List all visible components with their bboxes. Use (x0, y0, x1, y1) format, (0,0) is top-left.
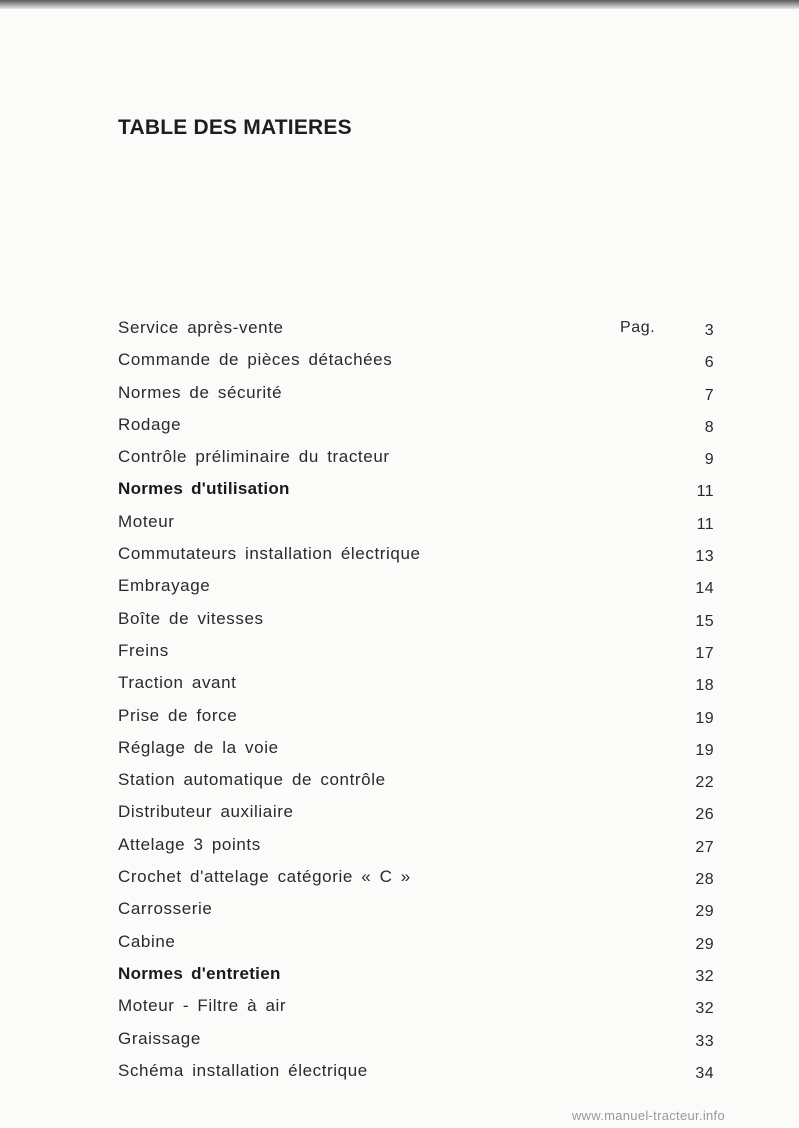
toc-entry-label: Attelage 3 points (118, 834, 261, 854)
toc-entry (118, 538, 716, 570)
toc-entry-label: Rodage (118, 414, 182, 434)
page-top-edge (0, 0, 799, 9)
toc-entry-page: 29 (695, 935, 714, 953)
toc-entry-page: 14 (695, 580, 714, 598)
toc-entry-page: 32 (695, 967, 714, 985)
toc-entry-label: Traction avant (118, 673, 237, 693)
toc-entry-page: 26 (695, 806, 714, 824)
table-of-contents (118, 312, 716, 1087)
toc-entry-page: 27 (695, 838, 714, 856)
toc-entry (118, 796, 716, 828)
toc-entry-page: 32 (695, 1000, 714, 1018)
toc-entry-page: 33 (695, 1032, 714, 1050)
toc-entry-page: 28 (695, 871, 714, 889)
toc-entry-label: Normes d'utilisation (118, 479, 290, 499)
toc-entry-label: Freins (118, 640, 169, 660)
toc-entry-page: 11 (696, 483, 714, 501)
toc-entry-page: 13 (695, 548, 714, 566)
page-title: TABLE DES MATIERES (118, 116, 352, 139)
toc-entry-label: Service après-vente (118, 318, 284, 337)
toc-entry (118, 700, 716, 732)
toc-entry (118, 570, 716, 602)
toc-entry (118, 377, 716, 409)
toc-entry (118, 312, 716, 344)
toc-entry-page: 19 (695, 709, 714, 727)
toc-entry (118, 764, 716, 796)
toc-entry (118, 861, 716, 893)
toc-entry-label: Prise de force (118, 705, 238, 725)
toc-pag-label: Pag. (620, 319, 656, 336)
toc-entry-page: 18 (695, 677, 714, 695)
toc-entry (118, 893, 716, 925)
toc-entry-label: Crochet d'attelage catégorie « C » (118, 867, 411, 887)
toc-entry-label: Commande de pièces détachées (118, 350, 393, 370)
toc-entry-label: Carrosserie (118, 899, 213, 919)
toc-entry-label: Normes de sécurité (118, 382, 283, 402)
toc-entry-label: Schéma installation électrique (118, 1060, 368, 1080)
toc-entry-page: 19 (695, 741, 714, 759)
toc-entry (118, 990, 716, 1022)
toc-entry-page: 9 (704, 451, 714, 469)
toc-entry-page: 8 (704, 418, 714, 436)
toc-entry-label: Normes d'entretien (118, 963, 281, 983)
toc-entry (118, 344, 716, 376)
toc-section-heading (118, 958, 716, 990)
toc-entry-label: Commutateurs installation électrique (118, 544, 421, 564)
toc-entry-label: Cabine (118, 931, 176, 951)
toc-entry-page: 34 (695, 1064, 714, 1082)
toc-entry-label: Distributeur auxiliaire (118, 802, 294, 822)
toc-entry-label: Graissage (118, 1028, 201, 1048)
toc-entry-label: Réglage de la voie (118, 737, 279, 757)
toc-entry-page: 6 (704, 354, 714, 372)
toc-entry (118, 926, 716, 958)
toc-entry-label: Moteur (118, 511, 175, 531)
toc-entry (118, 1055, 716, 1087)
toc-section-heading (118, 473, 716, 505)
toc-entry (118, 441, 716, 473)
toc-entry-page: 22 (695, 774, 714, 792)
toc-entry-label: Moteur - Filtre à air (118, 996, 287, 1016)
toc-entry-page: 3 (704, 322, 714, 339)
toc-entry (118, 732, 716, 764)
toc-entry-label: Embrayage (118, 576, 211, 596)
toc-entry-page: 17 (695, 644, 714, 662)
toc-entry-label: Station automatique de contrôle (118, 770, 386, 790)
toc-entry (118, 603, 716, 635)
toc-entry-label: Boîte de vitesses (118, 608, 264, 628)
watermark-url: www.manuel-tracteur.info (571, 1108, 725, 1123)
toc-entry (118, 667, 716, 699)
toc-entry (118, 409, 716, 441)
toc-entry-page: 11 (696, 515, 714, 533)
toc-entry (118, 1023, 716, 1055)
toc-entry-page: 7 (704, 386, 714, 404)
toc-entry (118, 829, 716, 861)
toc-entry-label: Contrôle préliminaire du tracteur (118, 447, 390, 467)
toc-entry-page: 15 (695, 612, 714, 630)
toc-entry-page: 29 (695, 903, 714, 921)
toc-entry (118, 635, 716, 667)
toc-entry (118, 506, 716, 538)
